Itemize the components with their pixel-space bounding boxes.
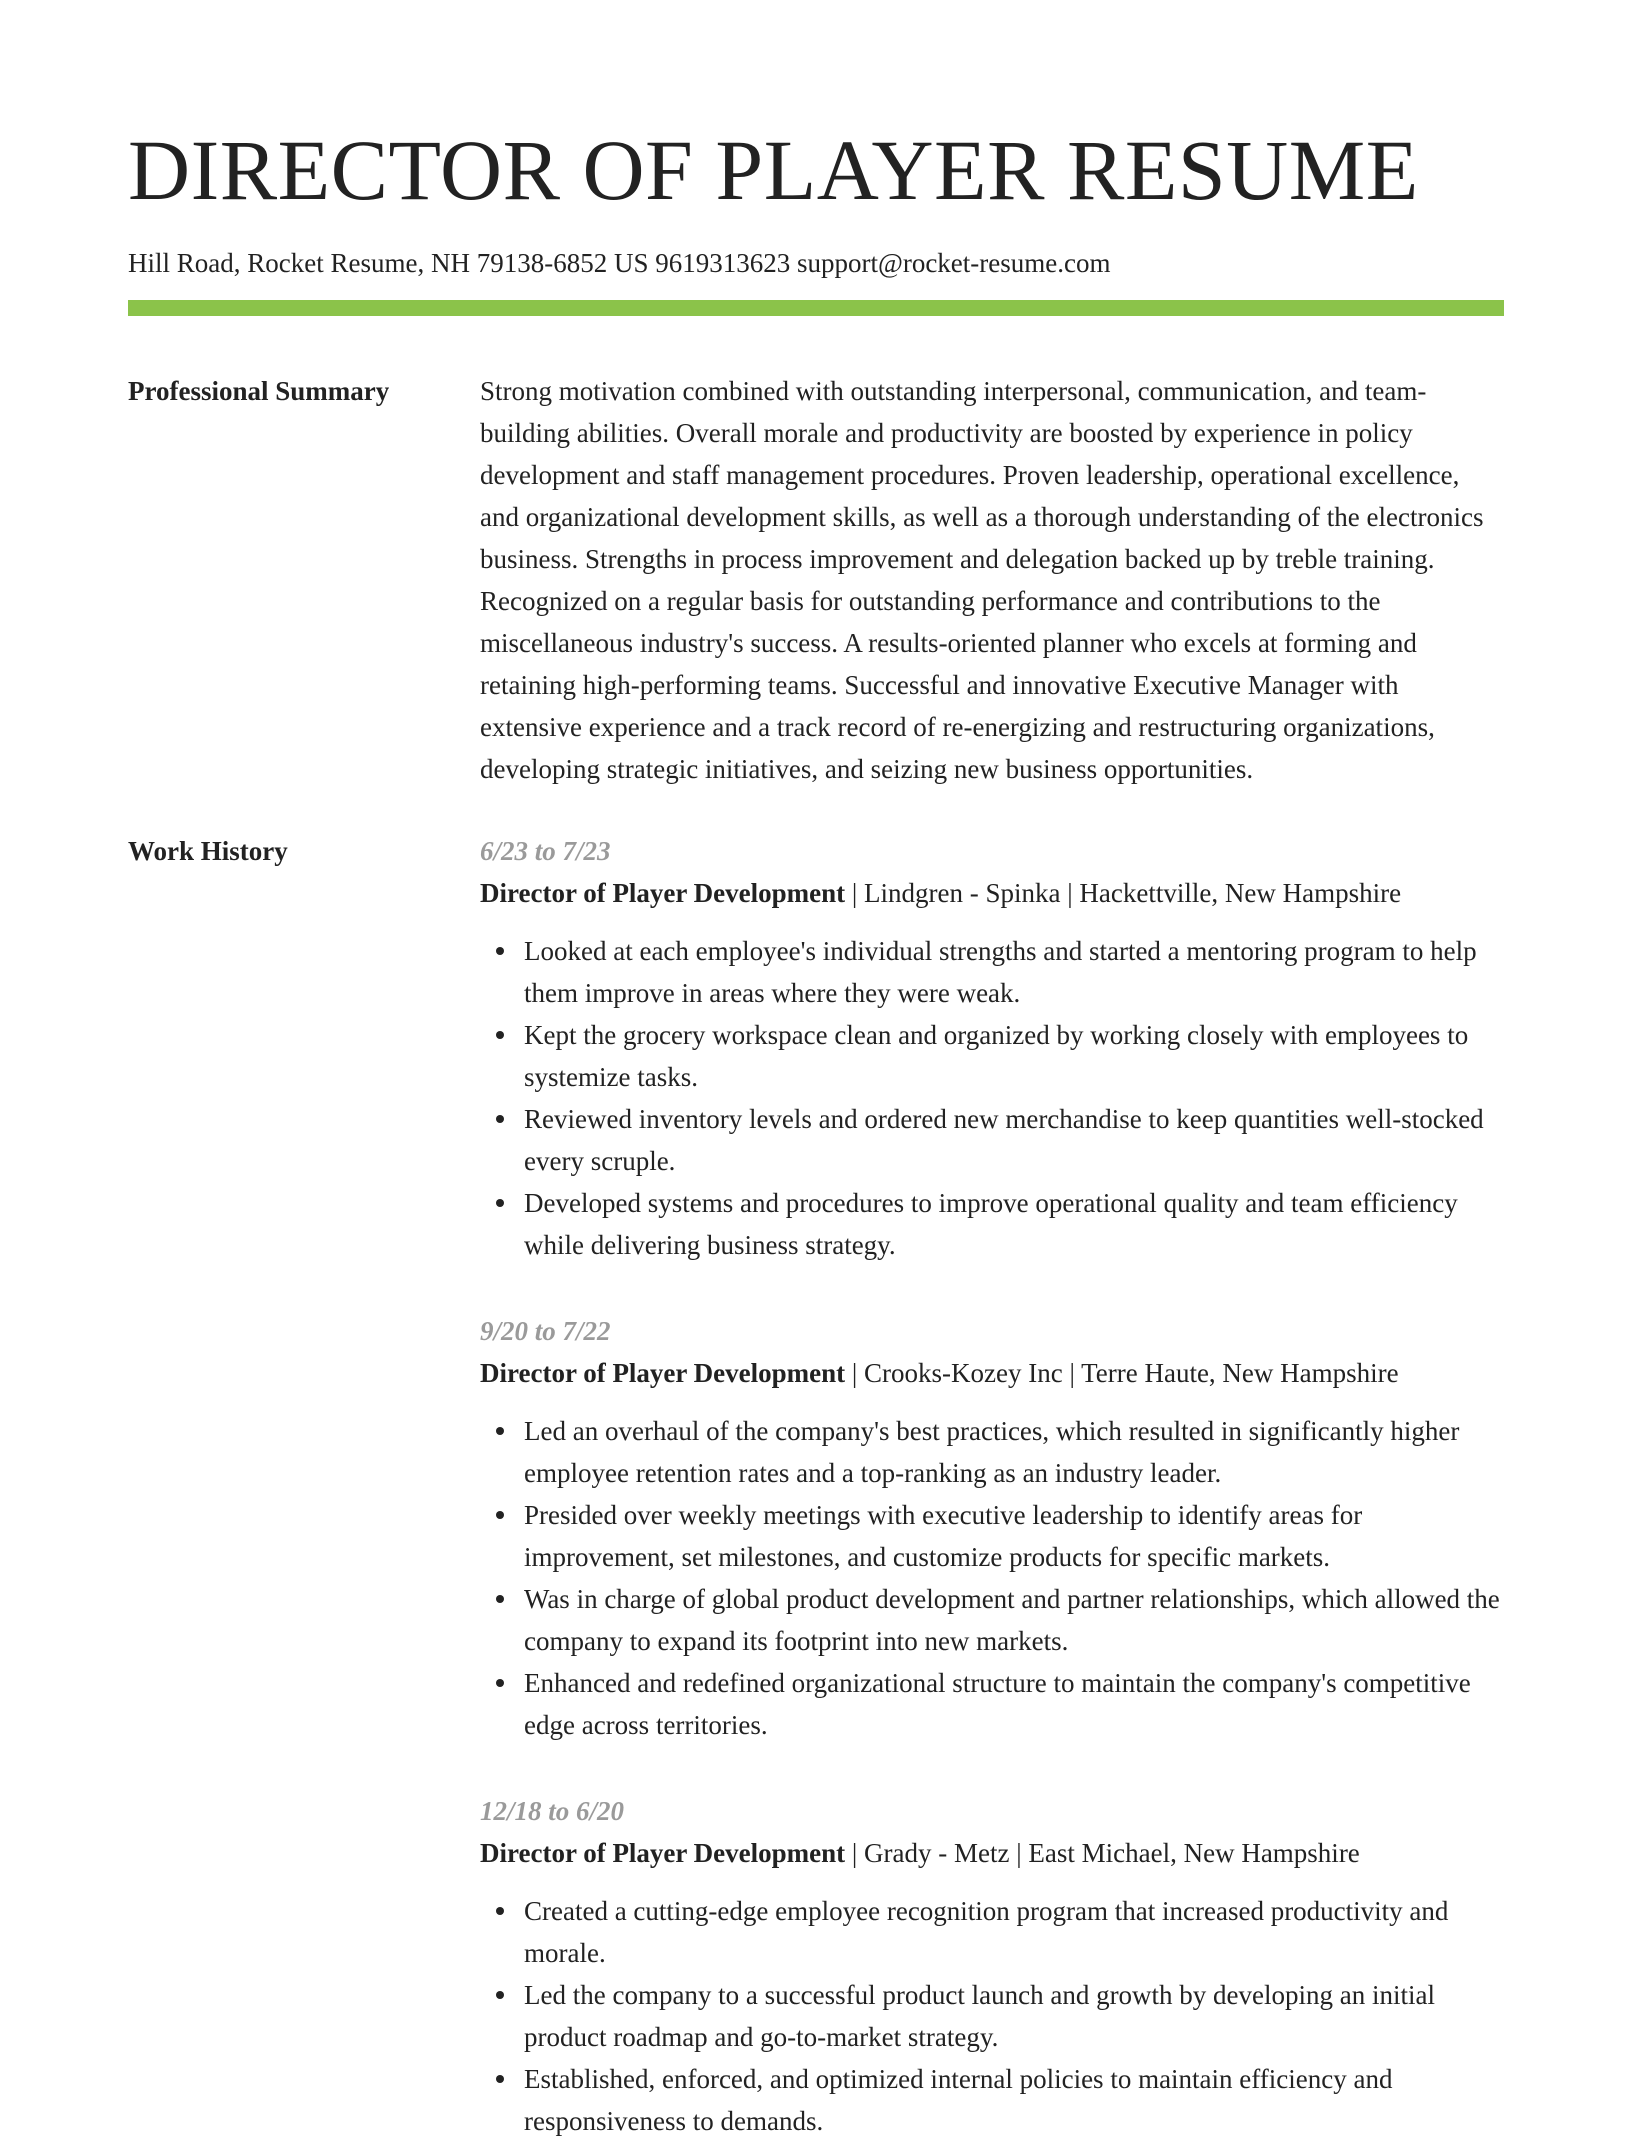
bullet-dot-icon: [496, 1679, 504, 1687]
job-bullet-list: [480, 930, 1504, 1266]
job-entry: [480, 830, 1504, 1266]
job-bullet: [524, 2058, 1504, 2142]
job-dates: 12/18 to 6/20: [480, 1796, 625, 1826]
bullet-dot-icon: [496, 2075, 504, 2083]
summary-heading: Professional Summary: [128, 376, 390, 406]
job-bullet: [524, 1410, 1504, 1494]
job-bullet: [524, 1014, 1504, 1098]
job-bullet-text: Reviewed inventory levels and ordered new merchandise to keep quantities well-stocked every scruple.: [524, 1104, 1484, 1176]
job-heading: [480, 1832, 1504, 1874]
job-bullet-text: Enhanced and redefined organizational structure to maintain the company's competitive edge across territories.: [524, 1668, 1471, 1740]
job-bullet: [524, 1578, 1504, 1662]
job-bullet: [524, 1890, 1504, 1974]
job-bullet: [524, 1974, 1504, 2058]
job-bullet: [524, 1098, 1504, 1182]
job-bullet-text: Led an overhaul of the company's best practices, which resulted in significantly higher employee retention rates and a top-ranking as an industry leader.: [524, 1416, 1460, 1488]
job-bullet-text: Looked at each employee's individual strengths and started a mentoring program to help them improve in areas where they were weak.: [524, 936, 1477, 1008]
job-bullet-text: Was in charge of global product development and partner relationships, which allowed the company to expand its footprint into new markets.: [524, 1584, 1500, 1656]
job-entry: [480, 1310, 1504, 1746]
job-dates: 9/20 to 7/22: [480, 1316, 611, 1346]
job-bullet-text: Established, enforced, and optimized internal policies to maintain efficiency and responsiveness to demands.: [524, 2064, 1393, 2136]
job-bullet: [524, 1182, 1504, 1266]
job-bullet-list: [480, 1410, 1504, 1746]
job-bullet-text: Developed systems and procedures to improve operational quality and team efficiency while delivering business strategy.: [524, 1188, 1458, 1260]
job-title: Director of Player Development: [480, 878, 846, 908]
resume-page: [128, 118, 1504, 2142]
bullet-dot-icon: [496, 1595, 504, 1603]
job-bullet-text: Kept the grocery workspace clean and organized by working closely with employees to systemize tasks.: [524, 1020, 1469, 1092]
accent-divider: [128, 300, 1504, 316]
job-company-location: | Grady - Metz | East Michael, New Hampshire: [845, 1838, 1360, 1868]
work-history-section: [128, 830, 1504, 2142]
job-bullet: [524, 930, 1504, 1014]
work-history-heading: Work History: [128, 836, 288, 866]
job-company-location: | Crooks-Kozey Inc | Terre Haute, New Hampshire: [845, 1358, 1399, 1388]
job-title: Director of Player Development: [480, 1358, 846, 1388]
job-entry: [480, 1790, 1504, 2142]
job-bullet-text: Led the company to a successful product launch and growth by developing an initial product roadmap and go-to-market strategy.: [524, 1980, 1435, 2052]
job-company-location: | Lindgren - Spinka | Hackettville, New Hampshire: [845, 878, 1402, 908]
resume-title: DIRECTOR OF PLAYER RESUME: [128, 122, 1419, 218]
bullet-dot-icon: [496, 947, 504, 955]
bullet-dot-icon: [496, 1427, 504, 1435]
job-bullet-list: [480, 1890, 1504, 2142]
job-heading: [480, 872, 1504, 914]
job-bullet-text: Presided over weekly meetings with executive leadership to identify areas for improvement, set milestones, and customize products for specific markets.: [524, 1500, 1363, 1572]
job-bullet-text: Created a cutting-edge employee recognition program that increased productivity and morale.: [524, 1896, 1449, 1968]
summary-body: [480, 370, 1504, 790]
job-title: Director of Player Development: [480, 1838, 846, 1868]
job-bullet: [524, 1494, 1504, 1578]
summary-text: Strong motivation combined with outstanding interpersonal, communication, and team-building abilities. Overall morale and productivity are boosted by experience in policy development and staff management procedures. Proven leadership, operational excellence, and organizational development skills, as well as a thorough understanding of the electronics business. Strengths in process improvement and delegation backed up by treble training. Recognized on a regular basis for outstanding performance and contributions to the miscellaneous industry's success. A results-oriented planner who excels at forming and retaining high-performing teams. Successful and innovative Executive Manager with extensive experience and a track record of re-energizing and restructuring organizations, developing strategic initiatives, and seizing new business opportunities.: [480, 376, 1484, 784]
summary-section: [128, 370, 1504, 790]
work-history-body: [480, 830, 1504, 2142]
bullet-dot-icon: [496, 1115, 504, 1123]
bullet-dot-icon: [496, 1199, 504, 1207]
bullet-dot-icon: [496, 1031, 504, 1039]
job-dates: 6/23 to 7/23: [480, 836, 611, 866]
job-bullet: [524, 1662, 1504, 1746]
contact-line: Hill Road, Rocket Resume, NH 79138-6852 US 9619313623 support@rocket-resume.com: [128, 248, 1111, 278]
bullet-dot-icon: [496, 1907, 504, 1915]
job-heading: [480, 1352, 1504, 1394]
bullet-dot-icon: [496, 1991, 504, 1999]
bullet-dot-icon: [496, 1511, 504, 1519]
